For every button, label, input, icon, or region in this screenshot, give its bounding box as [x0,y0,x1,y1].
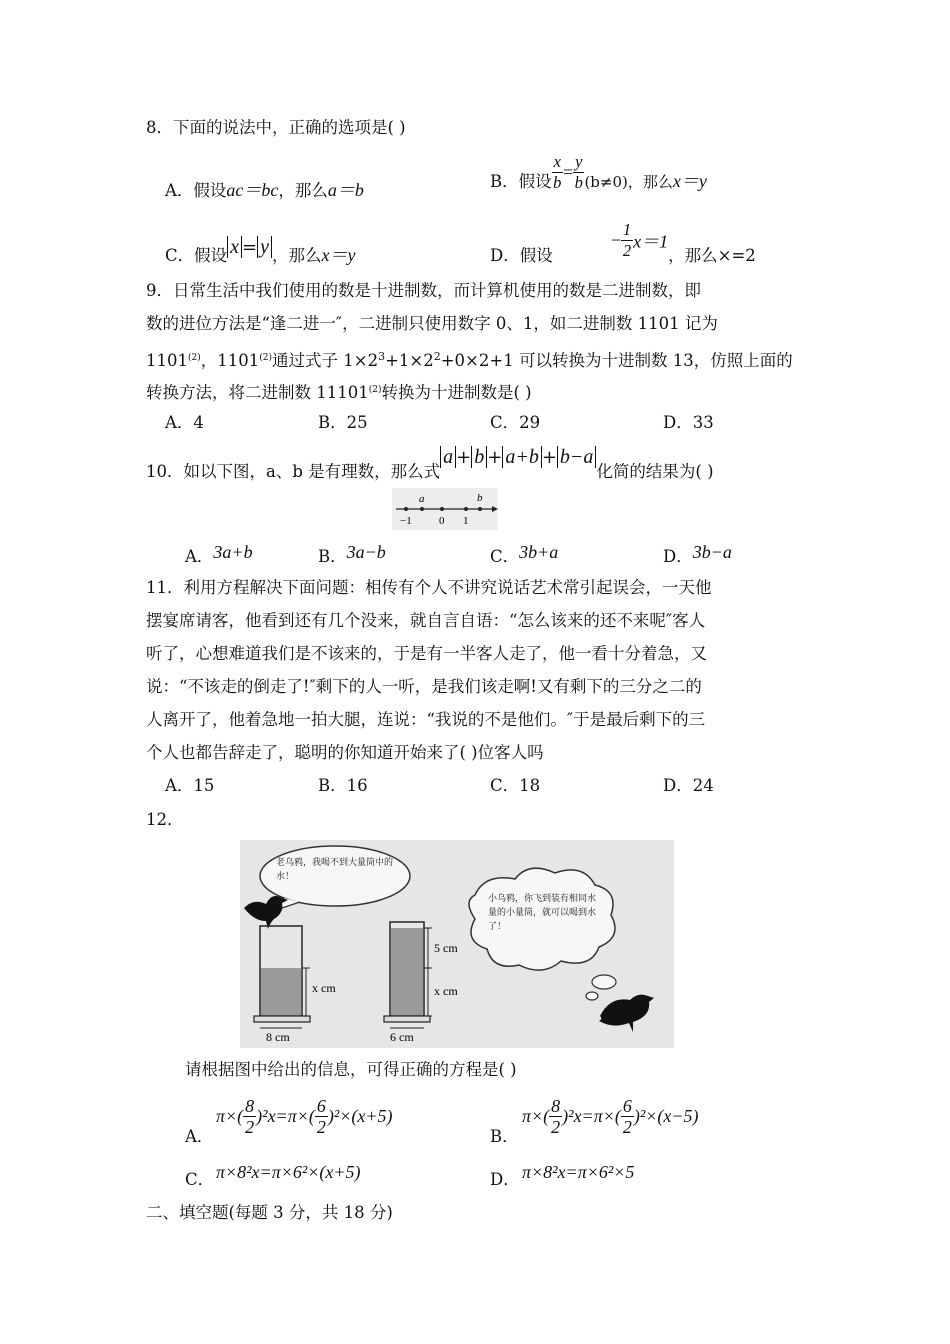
q11-line4: 说：“不该走的倒走了!″剩下的人一听，是我们该走啊!又有剩下的三分之二的 [146,677,702,696]
label-5cm: 5 cm [434,941,458,955]
q8-b-frac-y: $\frac{y}{b}$ [574,152,583,192]
q11-line5: 人离开了，他着急地一拍大腿，连说：“我说的不是他们。″于是最后剩下的三 [146,710,706,729]
crow-cylinder-figure [240,840,674,1048]
label-a: a [419,493,425,505]
q9-option-c: C．29 [490,413,541,432]
q8-c-eq2: x＝y [321,245,356,265]
q12-d-label: D． [490,1170,520,1189]
label-x-small: x cm [434,984,458,998]
q11-option-a: A．15 [165,776,215,795]
point-one [464,507,468,511]
q8-b-frac-x: $\frac{x}{b}$ [553,152,562,192]
q8-a-label: A．假设 [165,181,227,200]
q8-d-label: D．假设 [490,246,553,265]
q8-option-d [490,220,756,266]
q8-b-eqsign: = [562,162,574,182]
point-b [478,507,482,511]
q10-stem: 10．如以下图，a、b 是有理数，那么式a + b + a+b + b−a化简的结果为( ) [146,446,714,481]
q10-option-a: A．3a+b [185,542,253,566]
label-neg1: −1 [400,515,412,527]
q8-d-rest: x＝1 [633,231,669,252]
label-zero: 0 [439,515,445,527]
q8-option-c [165,236,355,267]
q8-d-minus: − [610,230,621,250]
q10-abs-b-minus-a: b−a [557,446,597,468]
q8-c-mid: ，那么 [272,246,322,265]
q8-b-eq2: x＝y [672,171,707,191]
bubble1-text: 老乌鸦，我喝不到大量筒中的水！ [276,858,394,882]
q8-option-a [165,180,364,201]
q11-line1: 11．利用方程解决下面问题：相传有个人不讲究说话艺术常引起误会，一天他 [146,578,712,597]
q8-c-eqsign: = [242,237,258,258]
q8-a-eq1: ac＝bc [226,180,279,200]
water-large [261,968,301,1015]
section2-heading: 二、填空题(每题 3 分，共 18 分) [146,1203,393,1222]
q9-option-b: B．25 [318,413,368,432]
q8-c-absy: y [257,236,272,258]
label-b: b [477,492,483,504]
q8-a-mid: ，那么 [278,181,328,200]
q9-line1: 9．日常生活中我们使用的数是十进制数，而计算机使用的数是二进制数，即 [146,281,701,300]
q8-d-mid: ，那么 [668,246,718,265]
q9-line3: 1101$^{(2)}$，1101$^{(2)}$通过式子 $1\times 2^3+1\times 2^2+0\times 2+1$ 可以转换为十进制数 13，仿照上面的 [146,350,793,370]
number-line-figure [392,488,498,530]
label-8cm: 8 cm [266,1030,290,1044]
q12-option-d-expr: π×8²x=π×6²×5 [522,1162,635,1182]
q8-a-eq2: a＝b [327,180,364,200]
label-one: 1 [463,515,469,527]
q8-d-res: ×=2 [717,246,756,265]
q12-option-b-expr: π×( $\frac{8}{2}$ )²x=π×( $\frac{6}{2}$ )²×(x−5) [522,1096,699,1137]
q11-option-c: C．18 [490,776,541,795]
q12-option-c-expr: π×8²x=π×6²×(x+5) [216,1162,361,1182]
q12-prompt: 请根据图中给出的信息，可得正确的方程是( ) [185,1060,517,1079]
point-neg1 [404,507,408,511]
q12-number: 12． [146,810,184,829]
label-6cm: 6 cm [390,1030,414,1044]
q11-option-d: D．24 [663,776,714,795]
q10-option-c: C．3b+a [490,542,559,566]
q12-c-label: C． [185,1170,215,1189]
q11-line6: 个人也都告辞走了，聪明的你知道开始来了( )位客人吗 [146,743,544,762]
q10-abs-a: a [440,446,456,468]
q8-b-label: B．假设 [490,172,552,191]
q11-line3: 听了，心想难道我们是不该来的，于是有一半客人走了，他一看十分着急，又 [146,644,707,663]
q9-option-d: D．33 [663,413,714,432]
q10-abs-a-plus-b: a+b [502,446,542,468]
q8-c-label: C．假设 [165,246,228,265]
bubble2-text: 小乌鸦，你飞到装有相同水量的小量筒，就可以喝到水了！ [488,894,597,932]
point-a [420,507,424,511]
q8-option-b [490,152,707,193]
q9-option-a: A．4 [165,413,204,432]
water-small [391,928,423,1015]
label-x-large: x cm [312,981,336,995]
q12-a-label: A． [185,1127,214,1146]
q9-line4: 转换方法，将二进制数 11101$^{(2)}$转换为十进制数是( ) [146,383,532,402]
q10-option-b: B．3a−b [318,542,386,566]
q9-line2: 数的进位方法是“逢二进一″，二进制只使用数字 0、1，如二进制数 1101 记为 [146,314,718,333]
q8-b-cond: (b≠0)，那么 [584,173,673,191]
q10-option-d: D．3b−a [663,542,732,566]
q12-b-label: B． [490,1127,519,1146]
q12-option-a-expr: π×( $\frac{8}{2}$ )²x=π×( $\frac{6}{2}$ )²×(x+5) [216,1096,393,1137]
point-zero [440,507,444,511]
q11-option-b: B．16 [318,776,368,795]
q8-stem: 8．下面的说法中，正确的选项是( ) [146,118,406,137]
q8-c-absx: x [227,236,242,258]
q11-line2: 摆宴席请客，他看到还有几个没来，就自言自语：“怎么该来的还不来呢″客人 [146,611,706,630]
q8-d-frac: $\frac{1}{2}$ [622,220,632,260]
q10-abs-b: b [471,446,487,468]
